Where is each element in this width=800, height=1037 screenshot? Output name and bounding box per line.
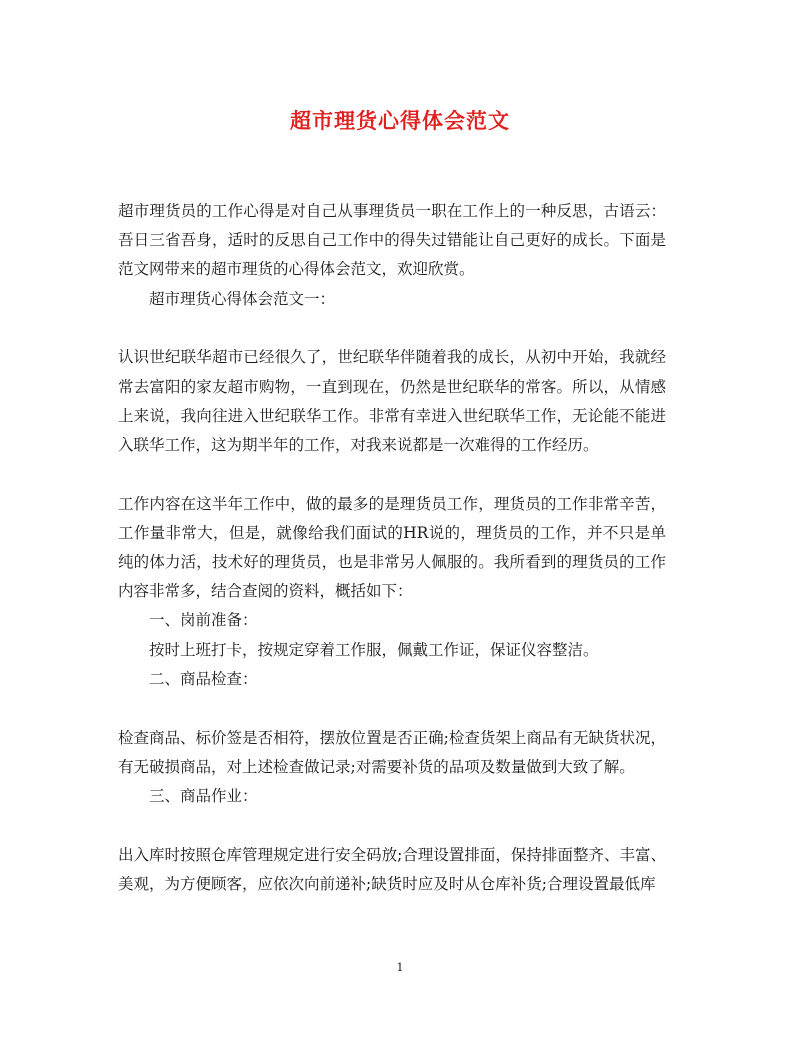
paragraph: 超市理货心得体会范文一： [149, 289, 336, 308]
paragraph: 二、商品检查： [149, 669, 258, 688]
paragraph: 超市理货员的工作心得是对自己从事理货员一职在工作上的一种反思，古语云：吾日三省吾身，适时的反思自己工作中的得失过错能让自己更好的成长。下面是范文网带来的超市理货的心得体会范文，欢迎欣赏。 [118, 202, 666, 279]
paragraph: 检查商品、标价签是否相符，摆放位置是否正确;检查货架上商品有无缺货状况，有无破损商品，对上述检查做记录;对需要补货的品项及数量做到大致了解。 [118, 728, 666, 776]
paragraph-spacer [118, 694, 666, 724]
paragraph-spacer [118, 314, 666, 344]
document-body [118, 197, 666, 899]
paragraph: 三、商品作业： [149, 786, 258, 805]
paragraph-spacer [118, 460, 666, 490]
page-number: 1 [396, 961, 404, 974]
paragraph: 一、岗前准备： [149, 611, 258, 630]
paragraph: 出入库时按照仓库管理规定进行安全码放;合理设置排面，保持排面整齐、丰富、美观，为方便顾客，应依次向前递补;缺货时应及时从仓库补货;合理设置最低库 [118, 845, 666, 893]
paragraph: 工作内容在这半年工作中，做的最多的是理货员工作，理货员的工作非常辛苦，工作量非常大，但是，就像给我们面试的HR说的，理货员的工作，并不只是单纯的体力活，技术好的理货员，也是非常另人佩服的。我所看到的理货员的工作内容非常多，结合查阅的资料，概括如下： [118, 494, 666, 601]
paragraph-spacer [118, 811, 666, 841]
paragraph: 按时上班打卡，按规定穿着工作服，佩戴工作证，保证仪容整洁。 [149, 640, 599, 659]
document-title: 超市理货心得体会范文 [290, 108, 510, 133]
paragraph: 认识世纪联华超市已经很久了，世纪联华伴随着我的成长，从初中开始，我就经常去富阳的家友超市购物，一直到现在，仍然是世纪联华的常客。所以，从情感上来说，我向往进入世纪联华工作。非常有幸进入世纪联华工作，无论能不能进入联华工作，这为期半年的工作，对我来说都是一次难得的工作经历。 [118, 348, 666, 454]
